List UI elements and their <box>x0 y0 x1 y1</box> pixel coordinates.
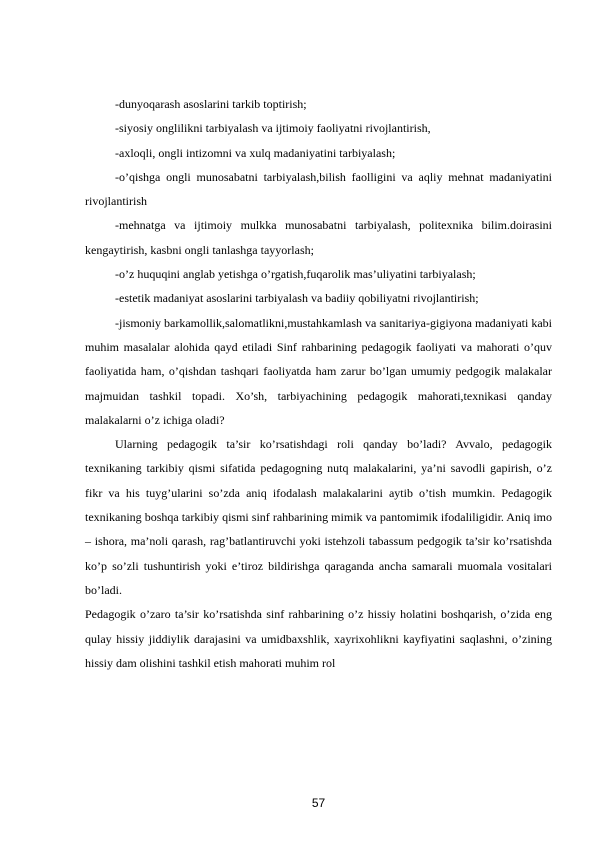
paragraph-aesthetic-culture: -estetik madaniyat asoslarini tarbiyalash va badiiy qobiliyatni rivojlantirish; <box>115 291 479 306</box>
paragraph-study-attitude: -o’qishga ongli munosabatni tarbiyalash,bilish faolligini va aqliy mehnat madaniyatini rivojlantirish <box>85 169 552 209</box>
paragraph-emotional-state: Pedagogik o’zaro ta’sir ko’rsatishda sinf rahbarining o’z hissiy holatini boshqarish, o’zida eng qulay hissiy jiddiylik darajasini va umidbaxshlik, xayrixohlikni kayfiyatini saqlashni, o’zining hissiy dam olishini tashkil etish mahorati muhim rol <box>85 607 552 670</box>
paragraph-political-awareness: -siyosiy onglilikni tarbiyalash va ijtimoiy faoliyatni rivojlantirish, <box>115 121 431 136</box>
page-number: 57 <box>311 796 326 810</box>
paragraph-moral-discipline: -axloqli, ongli intizomni va xulq madaniyatini tarbiyalash; <box>115 145 396 160</box>
paragraph-labour-attitude: -mehnatga va ijtimoiy mulkka munosabatni tarbiyalash, politexnika bilim.doirasini kengaytirish, kasbni ongli tanlashga tayyorlash; <box>85 218 552 257</box>
paragraph-worldview: -dunyoqarash asoslarini tarkib toptirish; <box>115 97 307 111</box>
paragraph-physical-development: -jismoniy barkamollik,salomatlikni,mustahkamlash va sanitariya-gigiyona madaniyati kabi muhim masalalar alohida qayd etiladi Sinf rahbarining pedagogik faoliyati va mahorati o’quv faoliyatida ham, o’qishdan tashqari faoliyatda ham zarur bo’lgan umumiy pedgogik malakalar majmuidan tashkil topadi. Xo’sh, tarbiyachining pedagogik mahorati,texnikasi qanday malakalarni o’z ichiga oladi? <box>85 315 552 427</box>
text-body <box>85 92 552 675</box>
paragraph-civic-responsibility: -o’z huquqini anglab yetishga o’rgatish,fuqarolik mas’uliyatini tarbiyalash; <box>115 267 476 282</box>
paragraph-pedagogical-influence: Ularning pedagogik ta’sir ko’rsatishdagi roli qanday bo’ladi? Avvalo, pedagogik texnikaning tarkibiy qismi sifatida pedagogning nutq malakalarini, ya’ni savodli gapirish, o’z fikr va his tuyg’ularini so’zda aniq ifodalash malakalarini aytib o’tish mumkin. Pedagogik texnikaning boshqa tarkibiy qismi sinf rahbarining mimik va pantomimik ifodaliligidir. Aniq imo – ishora, ma’noli qarash, rag’batlantiruvchi yoki istehzoli tabassum pedgogik ta’sir ko’rsatishda ko’p so’zli tushuntirish yoki e’tiroz bildirishga qaraganda ancha samarali muomala vositalari bo’ladi. <box>85 437 552 597</box>
